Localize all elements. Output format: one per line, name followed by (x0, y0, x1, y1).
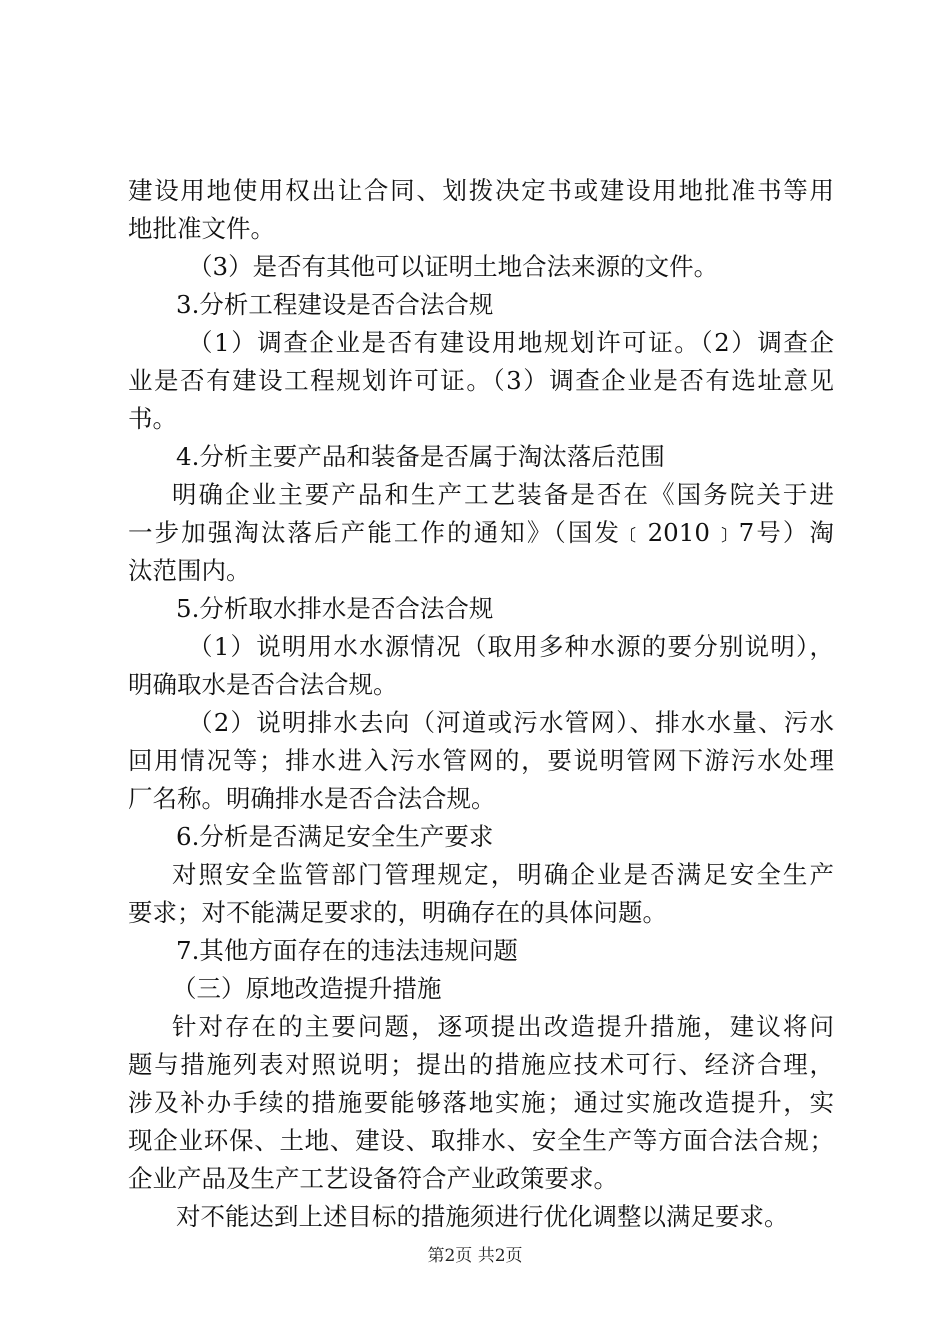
text-line: 明确取水是否合法合规。 (128, 670, 398, 699)
text-line: 涉及补办手续的措施要能够落地实施；通过实施改造提升，实 (128, 1088, 834, 1117)
text-line: 现企业环保、土地、建设、取排水、安全生产等方面合法合规； (128, 1126, 834, 1155)
page-number-footer: 第2页 共2页 (427, 1246, 523, 1266)
text-line: 针对存在的主要问题，逐项提出改造提升措施，建议将问 (172, 1012, 834, 1041)
section-heading: 4.分析主要产品和装备是否属于淘汰落后范围 (176, 442, 665, 471)
document-body (128, 172, 834, 1236)
text-line: 要求；对不能满足要求的，明确存在的具体问题。 (128, 898, 667, 927)
text-line: 企业产品及生产工艺设备符合产业政策要求。 (128, 1164, 618, 1193)
text-line: 一步加强淘汰落后产能工作的通知》（国发﹝2010﹞7号）淘 (128, 518, 834, 547)
section-heading: 5.分析取水排水是否合法合规 (176, 594, 494, 623)
section-heading: 7.其他方面存在的违法违规问题 (176, 936, 518, 965)
text-line: 书。 (128, 404, 177, 433)
section-heading: 3.分析工程建设是否合法合规 (176, 290, 494, 319)
text-line: 明确企业主要产品和生产工艺装备是否在《国务院关于进 (172, 480, 834, 509)
text-line: 地批准文件。 (128, 214, 275, 243)
text-line: 对不能达到上述目标的措施须进行优化调整以满足要求。 (176, 1202, 789, 1231)
text-line: 业是否有建设工程规划许可证。（3）调查企业是否有选址意见 (128, 366, 834, 395)
text-line: 题与措施列表对照说明；提出的措施应技术可行、经济合理， (128, 1050, 834, 1079)
text-line: （1）调查企业是否有建设用地规划许可证。（2）调查企 (188, 328, 834, 357)
text-line: 厂名称。明确排水是否合法合规。 (128, 784, 496, 813)
text-line: 回用情况等；排水进入污水管网的，要说明管网下游污水处理 (128, 746, 834, 775)
text-line: （3）是否有其他可以证明土地合法来源的文件。 (188, 252, 719, 281)
section-heading: 6.分析是否满足安全生产要求 (176, 822, 494, 851)
text-line: 建设用地使用权出让合同、划拨决定书或建设用地批准书等用 (128, 176, 834, 205)
text-line: （1）说明用水水源情况（取用多种水源的要分别说明）， (188, 632, 834, 661)
section-heading: （三）原地改造提升措施 (172, 974, 442, 1003)
text-line: 汰范围内。 (128, 556, 251, 585)
text-line: （2）说明排水去向（河道或污水管网）、排水水量、污水 (188, 708, 834, 737)
text-line: 对照安全监管部门管理规定，明确企业是否满足安全生产 (172, 860, 834, 889)
